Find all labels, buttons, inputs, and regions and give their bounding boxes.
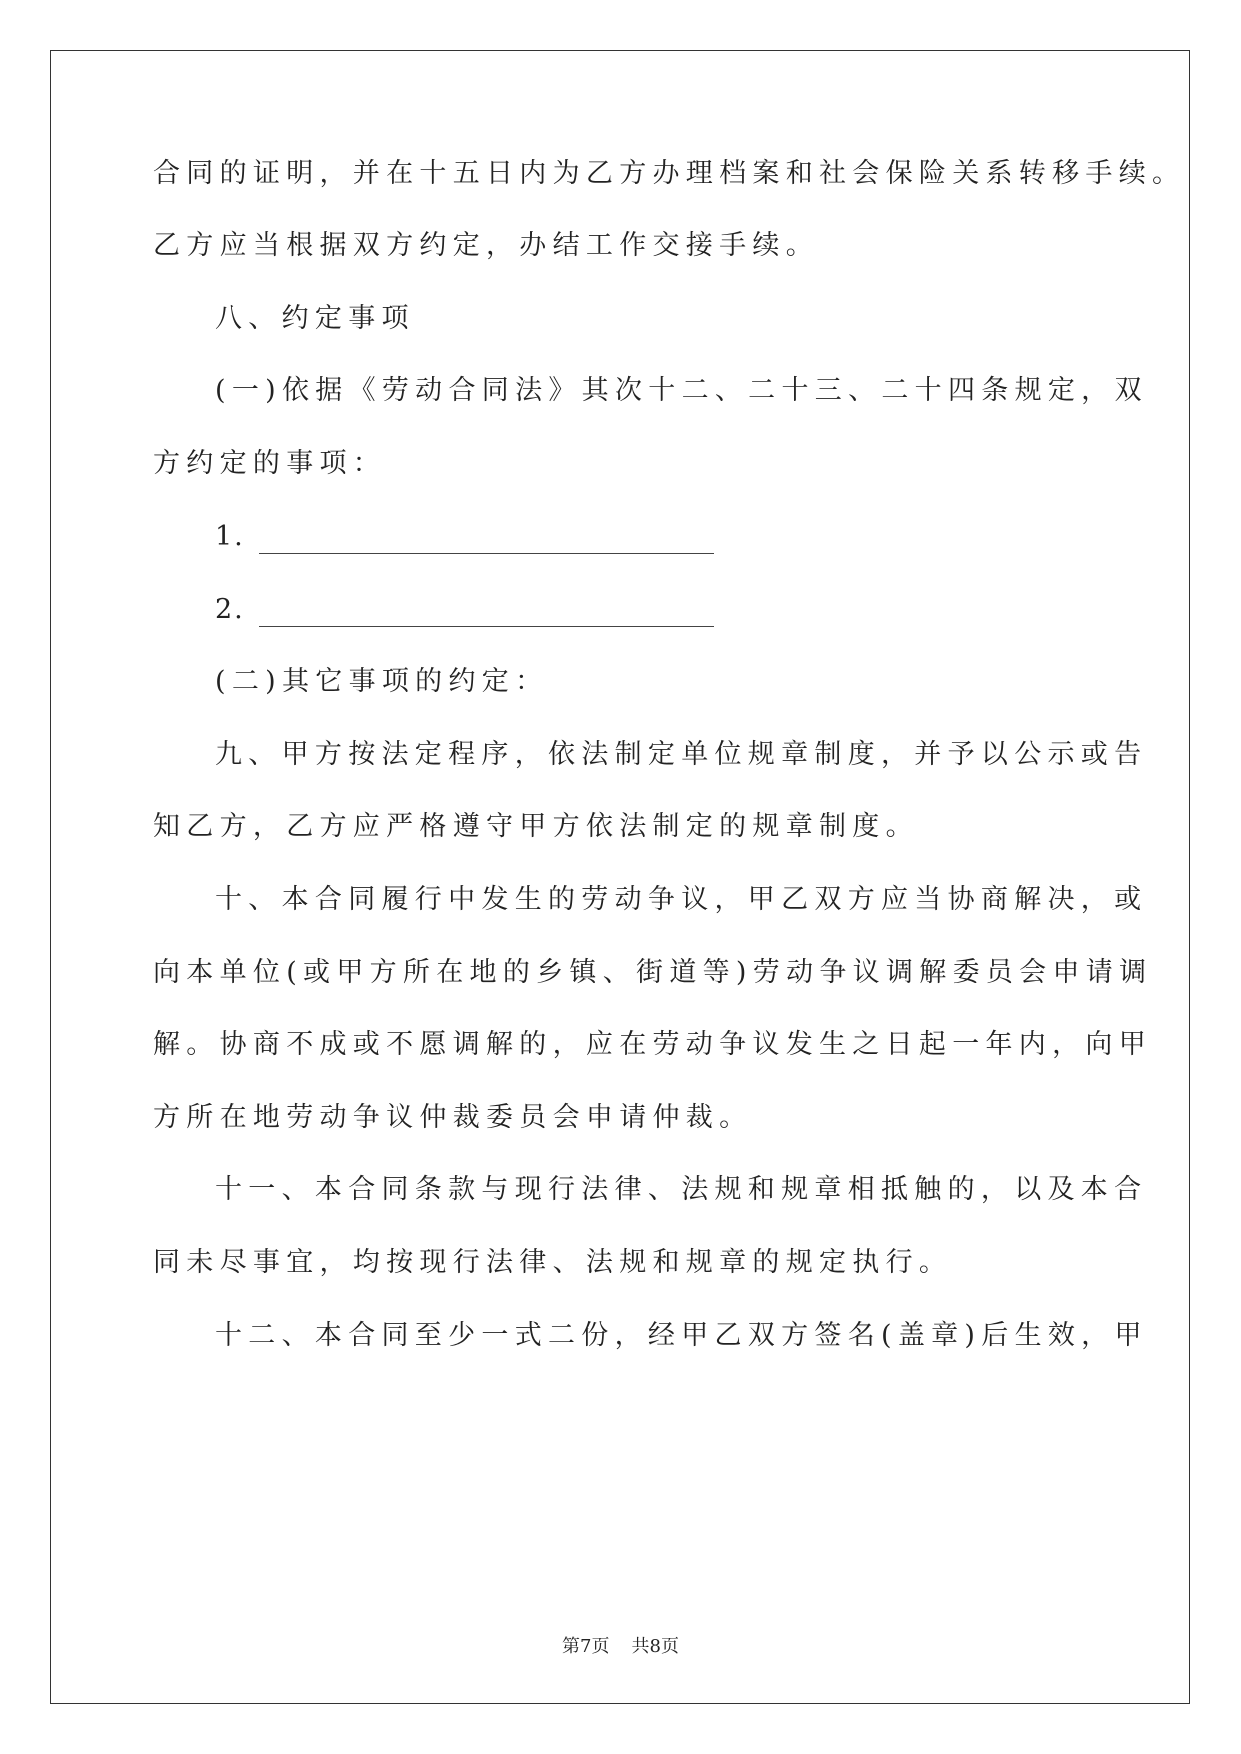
paragraph-line: (二)其它事项的约定： xyxy=(215,666,549,697)
paragraph-line: 向本单位(或甲方所在地的乡镇、街道等)劳动争议调解委员会申请调 xyxy=(153,957,1153,988)
fill-in-blank-line xyxy=(259,533,714,554)
paragraph-line: 知乙方，乙方应严格遵守甲方依法制定的规章制度。 xyxy=(153,811,919,842)
paragraph-line: 方所在地劳动争议仲裁委员会申请仲裁。 xyxy=(153,1102,753,1133)
total-pages-label: 共8页 xyxy=(631,1636,679,1657)
paragraph-line: 九、甲方按法定程序，依法制定单位规章制度，并予以公示或告 xyxy=(215,739,1148,770)
fill-in-blank-line xyxy=(259,606,714,627)
blank-item-number: 2. xyxy=(215,594,245,625)
paragraph-line: 合同的证明，并在十五日内为乙方办理档案和社会保险关系转移手续。 xyxy=(153,158,1186,189)
paragraph-line: 十一、本合同条款与现行法律、法规和规章相抵触的，以及本合 xyxy=(215,1174,1148,1205)
paragraph-line: 同未尽事宜，均按现行法律、法规和规章的规定执行。 xyxy=(153,1247,953,1278)
paragraph-line: 解。协商不成或不愿调解的，应在劳动争议发生之日起一年内，向甲 xyxy=(153,1029,1152,1060)
page-footer xyxy=(0,1632,1241,1658)
section-heading: 八、约定事项 xyxy=(215,303,415,334)
page-number-label: 第7页 xyxy=(562,1636,610,1657)
paragraph-line: 方约定的事项： xyxy=(153,448,387,479)
blank-item xyxy=(215,590,714,630)
paragraph-line: 乙方应当根据双方约定，办结工作交接手续。 xyxy=(153,230,819,261)
paragraph-line: (一)依据《劳动合同法》其次十二、二十三、二十四条规定，双 xyxy=(215,375,1148,406)
paragraph-line: 十二、本合同至少一式二份，经甲乙双方签名(盖章)后生效，甲 xyxy=(215,1320,1148,1351)
blank-item xyxy=(215,517,714,557)
paragraph-line: 十、本合同履行中发生的劳动争议，甲乙双方应当协商解决，或 xyxy=(215,884,1148,915)
blank-item-number: 1. xyxy=(215,521,245,552)
